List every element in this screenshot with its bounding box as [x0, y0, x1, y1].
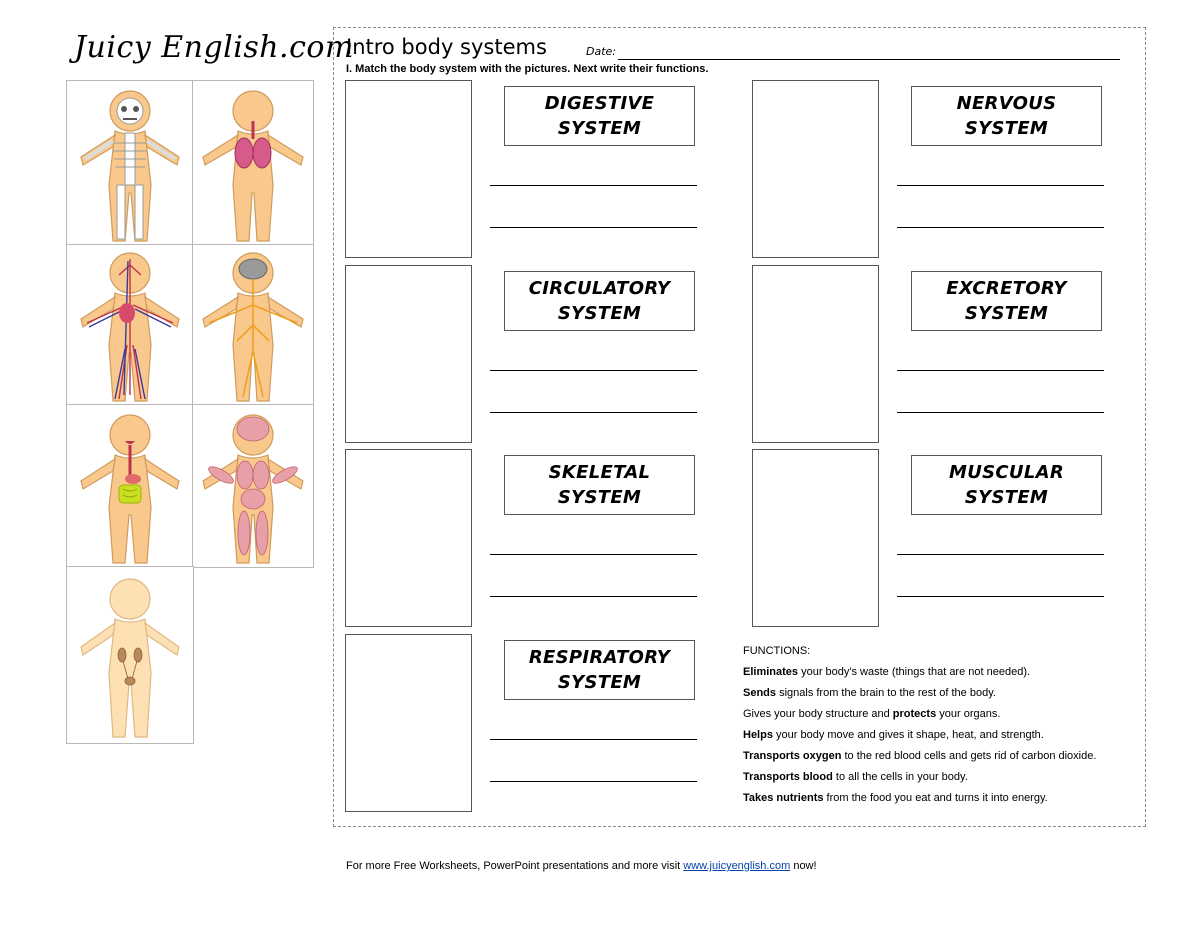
picture-drop-box[interactable]: [345, 80, 472, 258]
picture-drop-box[interactable]: [752, 449, 879, 627]
functions-heading: FUNCTIONS:: [743, 645, 811, 657]
card-respiratory[interactable]: [192, 80, 314, 246]
picture-drop-box[interactable]: [345, 634, 472, 812]
muscular-figure-icon: [193, 405, 313, 567]
answer-line[interactable]: [897, 554, 1104, 555]
card-skeleton[interactable]: [66, 80, 194, 246]
answer-line[interactable]: [897, 412, 1104, 413]
function-item: Takes nutrients from the food you eat and turns it into energy.: [743, 792, 1048, 804]
card-circulatory[interactable]: [66, 244, 194, 406]
answer-line[interactable]: [897, 227, 1104, 228]
picture-drop-box[interactable]: [345, 449, 472, 627]
nervous-figure-icon: [193, 245, 313, 405]
answer-line[interactable]: [490, 370, 697, 371]
skeleton-figure-icon: [67, 81, 193, 245]
system-label-skeletal: SKELETAL SYSTEM: [504, 455, 695, 515]
system-label-nervous: NERVOUS SYSTEM: [911, 86, 1102, 146]
answer-line[interactable]: [490, 781, 697, 782]
site-logo: Juicy English.com: [74, 30, 354, 65]
lungs-figure-icon: [193, 81, 313, 245]
system-label-circulatory: CIRCULATORY SYSTEM: [504, 271, 695, 331]
functions-list: [743, 641, 1096, 809]
footer-note: For more Free Worksheets, PowerPoint presentations and more visit www.juicyenglish.com now!: [346, 860, 817, 872]
instruction-text: I. Match the body system with the pictures. Next write their functions.: [346, 63, 709, 75]
answer-line[interactable]: [897, 596, 1104, 597]
answer-line[interactable]: [897, 185, 1104, 186]
function-item: Transports blood to all the cells in your body.: [743, 771, 968, 783]
worksheet: [333, 27, 1146, 827]
system-label-muscular: MUSCULAR SYSTEM: [911, 455, 1102, 515]
answer-line[interactable]: [897, 370, 1104, 371]
function-item: Gives your body structure and protects your organs.: [743, 708, 1001, 720]
date-field[interactable]: [618, 59, 1120, 60]
function-item: Helps your body move and gives it shape, heat, and strength.: [743, 729, 1044, 741]
function-item: Sends signals from the brain to the rest of the body.: [743, 687, 996, 699]
function-item: Transports oxygen to the red blood cells and gets rid of carbon dioxide.: [743, 750, 1097, 762]
function-item: Eliminates your body's waste (things that are not needed).: [743, 666, 1031, 678]
answer-line[interactable]: [490, 554, 697, 555]
answer-line[interactable]: [490, 596, 697, 597]
answer-line[interactable]: [490, 227, 697, 228]
answer-line[interactable]: [490, 185, 697, 186]
card-digestive[interactable]: [66, 404, 194, 568]
answer-line[interactable]: [490, 412, 697, 413]
footer-link[interactable]: www.juicyenglish.com: [683, 860, 791, 872]
picture-drop-box[interactable]: [752, 80, 879, 258]
card-excretory[interactable]: [66, 566, 194, 744]
digestive-figure-icon: [67, 405, 193, 567]
excretory-figure-icon: [67, 567, 193, 743]
date-label: Date:: [586, 45, 616, 58]
card-muscular[interactable]: [192, 404, 314, 568]
worksheet-title: Intro body systems: [346, 35, 547, 59]
system-label-respiratory: RESPIRATORY SYSTEM: [504, 640, 695, 700]
picture-drop-box[interactable]: [752, 265, 879, 443]
answer-line[interactable]: [490, 739, 697, 740]
circulatory-figure-icon: [67, 245, 193, 405]
system-label-digestive: DIGESTIVE SYSTEM: [504, 86, 695, 146]
card-nervous[interactable]: [192, 244, 314, 406]
system-label-excretory: EXCRETORY SYSTEM: [911, 271, 1102, 331]
picture-drop-box[interactable]: [345, 265, 472, 443]
